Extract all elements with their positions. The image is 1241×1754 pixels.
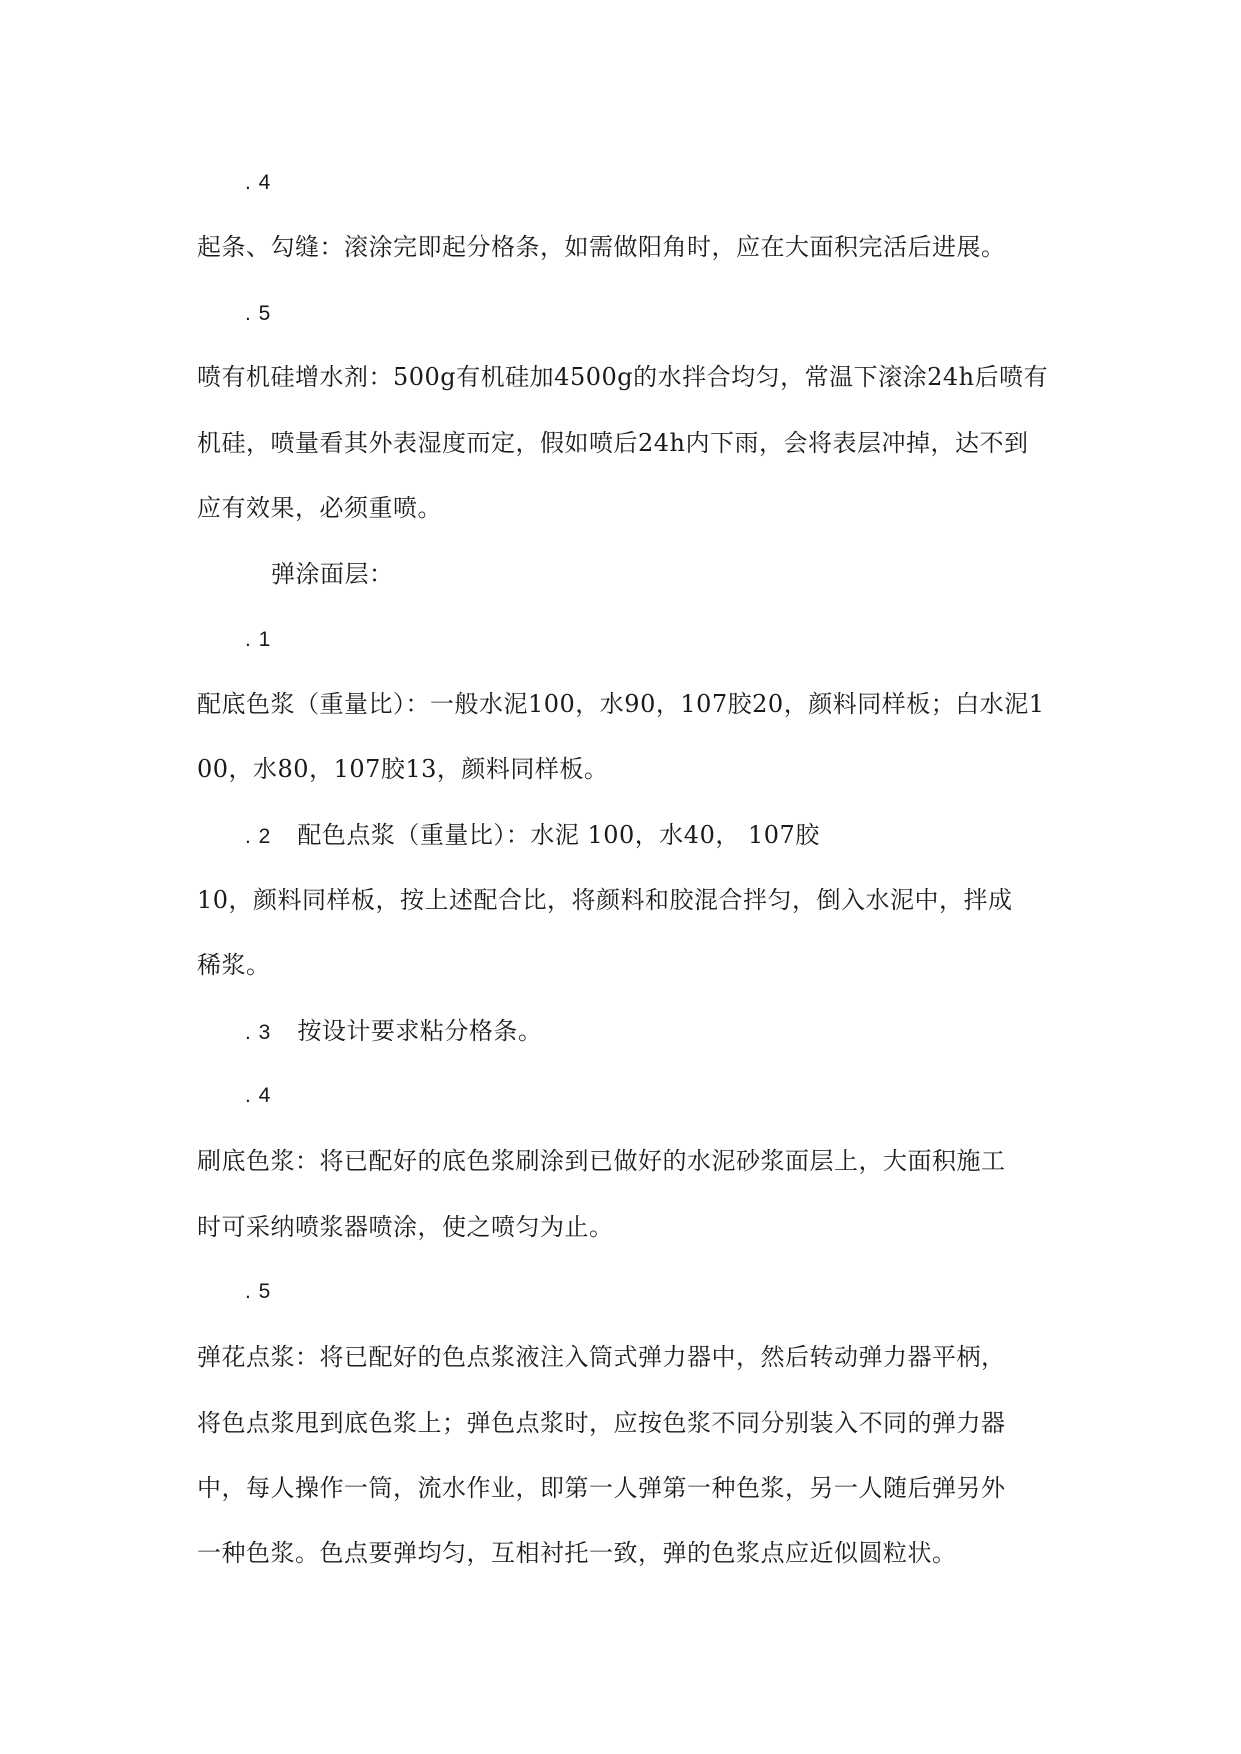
paragraph-line: 机硅，喷量看其外表湿度而定，假如喷后24h内下雨，会将表层冲掉，达不到 xyxy=(197,429,1029,457)
paragraph-line: 将色点浆甩到底色浆上；弹色点浆时，应按色浆不同分别装入不同的弹力器 xyxy=(197,1409,1006,1437)
section-heading: 弹涂面层： xyxy=(271,560,394,588)
section-number: . 2 xyxy=(245,825,272,848)
section-number: . 4 xyxy=(245,171,272,194)
paragraph-line: 稀浆。 xyxy=(197,951,271,979)
paragraph-line: 弹花点浆：将已配好的色点浆液注入筒式弹力器中，然后转动弹力器平柄， xyxy=(197,1343,1006,1371)
paragraph-line: 喷有机硅增水剂：500g有机硅加4500g的水拌合均匀，常温下滚涂24h后喷有 xyxy=(197,363,1049,391)
section-number: . 1 xyxy=(245,628,272,651)
section-number: . 4 xyxy=(245,1084,272,1107)
paragraph-line: 配色点浆（重量比）：水泥 100，水40， 107胶 xyxy=(297,821,820,849)
paragraph-line: 时可采纳喷浆器喷涂，使之喷匀为止。 xyxy=(197,1213,614,1241)
section-number: . 5 xyxy=(245,1280,272,1303)
paragraph-line: 应有效果，必须重喷。 xyxy=(197,494,442,522)
paragraph-line: 一种色浆。色点要弹均匀，互相衬托一致，弹的色浆点应近似圆粒状。 xyxy=(197,1539,957,1567)
paragraph-line: 中，每人操作一筒，流水作业，即第一人弹第一种色浆，另一人随后弹另外 xyxy=(197,1474,1006,1502)
numbered-line xyxy=(245,1016,542,1048)
paragraph-line: 刷底色浆：将已配好的底色浆刷涂到已做好的水泥砂浆面层上，大面积施工 xyxy=(197,1147,1006,1175)
paragraph-line: 配底色浆（重量比）：一般水泥100，水90，107胶20，颜料同样板；白水泥1 xyxy=(197,690,1045,718)
numbered-line xyxy=(245,820,820,852)
paragraph-line: 10，颜料同样板，按上述配合比，将颜料和胶混合拌匀，倒入水泥中，拌成 xyxy=(197,886,1013,914)
paragraph-line: 按设计要求粘分格条。 xyxy=(297,1017,543,1045)
paragraph-line: 00，水80，107胶13，颜料同样板。 xyxy=(197,755,609,783)
paragraph-line: 起条、勾缝：滚涂完即起分格条，如需做阳角时，应在大面积完活后进展。 xyxy=(197,233,1006,261)
section-number: . 3 xyxy=(245,1021,272,1044)
section-number: . 5 xyxy=(245,302,272,325)
